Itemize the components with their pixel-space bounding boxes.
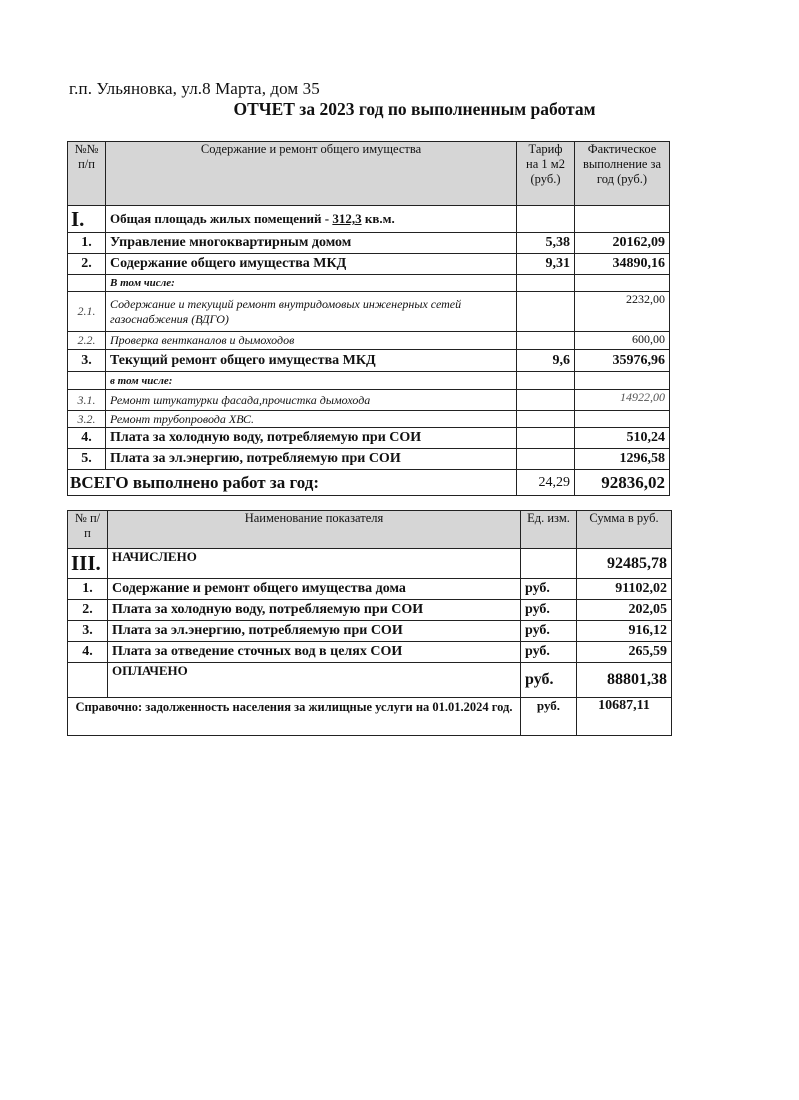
row-value: 2232,00 bbox=[575, 292, 670, 332]
row-tariff: 9,6 bbox=[517, 350, 575, 372]
paid-row bbox=[68, 663, 672, 698]
row-value: 1296,58 bbox=[575, 449, 670, 470]
row-name: Плата за холодную воду, потребляемую при СОИ bbox=[106, 428, 517, 449]
row-num: 2.2. bbox=[68, 332, 106, 350]
total-row bbox=[68, 470, 670, 496]
table-row bbox=[68, 350, 670, 372]
row-unit: руб. bbox=[521, 579, 577, 600]
works-table-header bbox=[68, 142, 670, 206]
row-name: Плата за холодную воду, потребляемую при СОИ bbox=[108, 600, 521, 621]
area-value: 312,3 bbox=[332, 211, 362, 226]
row-value: 265,59 bbox=[577, 642, 672, 663]
table-row bbox=[68, 332, 670, 350]
paid-unit: руб. bbox=[521, 663, 577, 698]
row-name: Содержание общего имущества МКД bbox=[106, 254, 517, 275]
row-num: 3.2. bbox=[68, 411, 106, 428]
header-actual: Фактическое выполнение за год (руб.) bbox=[575, 142, 670, 206]
table-row bbox=[68, 275, 670, 292]
row-tariff: 5,38 bbox=[517, 233, 575, 254]
header-tariff: Тариф на 1 м2 (руб.) bbox=[517, 142, 575, 206]
table-row bbox=[68, 600, 672, 621]
row-name: Плата за отведение сточных вод в целях СОИ bbox=[108, 642, 521, 663]
row-name: Плата за эл.энергию, потребляемую при СОИ bbox=[108, 621, 521, 642]
header-name: Наименование показателя bbox=[108, 511, 521, 549]
row-num: 5. bbox=[68, 449, 106, 470]
area-tariff bbox=[517, 206, 575, 233]
reference-label: Справочно: задолженность населения за жилищные услуги на 01.01.2024 год. bbox=[68, 698, 521, 736]
area-value-cell bbox=[575, 206, 670, 233]
row-name: Ремонт штукатурки фасада,прочистка дымохода bbox=[106, 390, 517, 411]
accrued-row bbox=[68, 549, 672, 579]
table-row bbox=[68, 449, 670, 470]
reference-unit: руб. bbox=[521, 698, 577, 736]
row-value bbox=[575, 411, 670, 428]
row-value bbox=[575, 275, 670, 292]
row-value bbox=[575, 372, 670, 390]
area-unit: кв.м. bbox=[361, 211, 395, 226]
row-num: 1. bbox=[68, 579, 108, 600]
row-tariff bbox=[517, 428, 575, 449]
row-value: 600,00 bbox=[575, 332, 670, 350]
row-num: 4. bbox=[68, 642, 108, 663]
table-row bbox=[68, 372, 670, 390]
header-content: Содержание и ремонт общего имущества bbox=[106, 142, 517, 206]
row-num: 1. bbox=[68, 233, 106, 254]
area-label: Общая площадь жилых помещений - bbox=[110, 211, 333, 226]
row-tariff bbox=[517, 390, 575, 411]
row-num: 2. bbox=[68, 254, 106, 275]
row-name: Плата за эл.энергию, потребляемую при СОИ bbox=[106, 449, 517, 470]
header-sum: Сумма в руб. bbox=[577, 511, 672, 549]
row-value: 34890,16 bbox=[575, 254, 670, 275]
table-row bbox=[68, 411, 670, 428]
row-name: Проверка вентканалов и дымоходов bbox=[106, 332, 517, 350]
table-row bbox=[68, 390, 670, 411]
row-value: 510,24 bbox=[575, 428, 670, 449]
accrued-value: 92485,78 bbox=[577, 549, 672, 579]
row-value: 35976,96 bbox=[575, 350, 670, 372]
header-num: №№ п/п bbox=[68, 142, 106, 206]
table-row bbox=[68, 621, 672, 642]
row-num: 2. bbox=[68, 600, 108, 621]
reference-value: 10687,11 bbox=[577, 698, 672, 736]
row-value: 202,05 bbox=[577, 600, 672, 621]
area-cell bbox=[106, 206, 517, 233]
total-tariff: 24,29 bbox=[517, 470, 575, 496]
row-name: Ремонт трубопровода ХВС. bbox=[106, 411, 517, 428]
row-unit: руб. bbox=[521, 600, 577, 621]
row-value: 91102,02 bbox=[577, 579, 672, 600]
row-tariff bbox=[517, 275, 575, 292]
row-name: в том числе: bbox=[106, 372, 517, 390]
paid-num bbox=[68, 663, 108, 698]
works-table bbox=[67, 141, 670, 496]
section-num: I. bbox=[68, 206, 106, 233]
row-value: 14922,00 bbox=[575, 390, 670, 411]
table-row bbox=[68, 292, 670, 332]
table-row bbox=[68, 428, 670, 449]
row-unit: руб. bbox=[521, 642, 577, 663]
section-num: III. bbox=[68, 549, 108, 579]
row-tariff bbox=[517, 372, 575, 390]
row-num bbox=[68, 275, 106, 292]
row-name: Текущий ремонт общего имущества МКД bbox=[106, 350, 517, 372]
row-tariff bbox=[517, 332, 575, 350]
accrued-label: НАЧИСЛЕНО bbox=[108, 549, 521, 579]
row-num: 3. bbox=[68, 350, 106, 372]
row-num: 3. bbox=[68, 621, 108, 642]
header-unit: Ед. изм. bbox=[521, 511, 577, 549]
accrued-unit bbox=[521, 549, 577, 579]
row-value: 20162,09 bbox=[575, 233, 670, 254]
table-row bbox=[68, 254, 670, 275]
row-num: 4. bbox=[68, 428, 106, 449]
table-row bbox=[68, 579, 672, 600]
total-value: 92836,02 bbox=[575, 470, 670, 496]
row-unit: руб. bbox=[521, 621, 577, 642]
area-row bbox=[68, 206, 670, 233]
row-tariff bbox=[517, 449, 575, 470]
row-value: 916,12 bbox=[577, 621, 672, 642]
row-num bbox=[68, 372, 106, 390]
row-num: 2.1. bbox=[68, 292, 106, 332]
reference-row bbox=[68, 698, 672, 736]
row-tariff bbox=[517, 292, 575, 332]
accruals-table bbox=[67, 510, 672, 736]
table-row bbox=[68, 642, 672, 663]
accruals-table-header bbox=[68, 511, 672, 549]
paid-value: 88801,38 bbox=[577, 663, 672, 698]
address: г.п. Ульяновка, ул.8 Марта, дом 35 bbox=[69, 79, 320, 98]
row-tariff bbox=[517, 411, 575, 428]
row-name: Содержание и ремонт общего имущества дома bbox=[108, 579, 521, 600]
paid-label: ОПЛАЧЕНО bbox=[108, 663, 521, 698]
row-tariff: 9,31 bbox=[517, 254, 575, 275]
table-row bbox=[68, 233, 670, 254]
report-title: ОТЧЕТ за 2023 год по выполненным работам bbox=[233, 99, 596, 119]
row-name: Содержание и текущий ремонт внутридомовых инженерных сетей газоснабжения (ВДГО) bbox=[106, 292, 517, 332]
row-num: 3.1. bbox=[68, 390, 106, 411]
header-num: № п/п bbox=[68, 511, 108, 549]
row-name: Управление многоквартирным домом bbox=[106, 233, 517, 254]
row-name: В том числе: bbox=[106, 275, 517, 292]
total-label: ВСЕГО выполнено работ за год: bbox=[68, 470, 517, 496]
